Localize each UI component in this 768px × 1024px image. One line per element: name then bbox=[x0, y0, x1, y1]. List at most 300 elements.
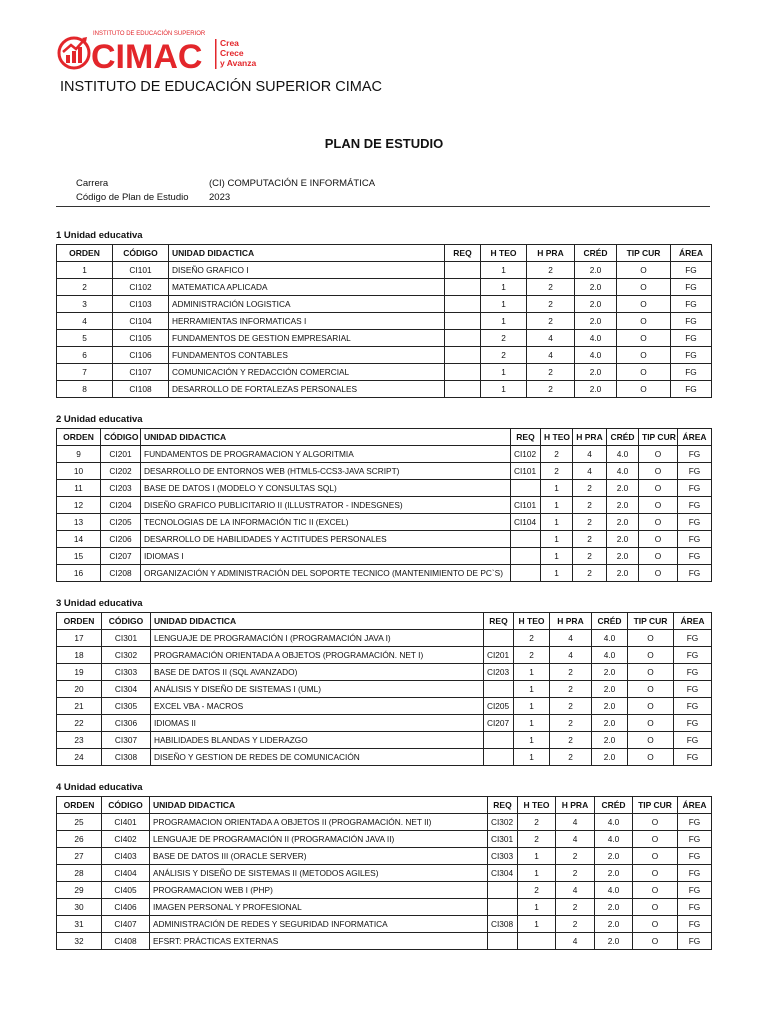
unidad-cell: COMUNICACIÓN Y REDACCIÓN COMERCIAL bbox=[169, 364, 445, 381]
area-cell: FG bbox=[678, 480, 712, 497]
hteo-cell: 1 bbox=[518, 899, 556, 916]
column-header: CRÉD bbox=[575, 245, 617, 262]
column-header: UNIDAD DIDACTICA bbox=[169, 245, 445, 262]
hteo-cell: 1 bbox=[541, 531, 573, 548]
hpra-cell: 2 bbox=[527, 381, 575, 398]
area-cell: FG bbox=[678, 865, 712, 882]
section-title: 1 Unidad educativa bbox=[56, 230, 143, 241]
column-header: TIP CUR bbox=[633, 797, 678, 814]
hteo-cell: 2 bbox=[518, 882, 556, 899]
codigo-cell: CI405 bbox=[102, 882, 150, 899]
orden-cell: 13 bbox=[57, 514, 101, 531]
area-cell: FG bbox=[678, 933, 712, 950]
course-table bbox=[56, 428, 712, 582]
orden-cell: 31 bbox=[57, 916, 102, 933]
tipcur-cell: O bbox=[617, 262, 671, 279]
cred-cell: 4.0 bbox=[575, 347, 617, 364]
area-cell: FG bbox=[678, 463, 712, 480]
codigo-cell: CI104 bbox=[113, 313, 169, 330]
tipcur-cell: O bbox=[633, 831, 678, 848]
hpra-cell: 2 bbox=[527, 364, 575, 381]
column-header: CRÉD bbox=[592, 613, 628, 630]
hpra-cell: 4 bbox=[573, 446, 607, 463]
unidad-cell: ANÁLISIS Y DISEÑO DE SISTEMAS II (METODOS AGILES) bbox=[150, 865, 488, 882]
cred-cell: 2.0 bbox=[607, 531, 639, 548]
column-header: ÁREA bbox=[674, 613, 712, 630]
meta-codigo-label: Código de Plan de Estudio bbox=[76, 192, 189, 203]
table-row bbox=[57, 899, 712, 916]
column-header: ORDEN bbox=[57, 613, 102, 630]
req-cell bbox=[445, 262, 481, 279]
area-cell: FG bbox=[674, 630, 712, 647]
orden-cell: 10 bbox=[57, 463, 101, 480]
area-cell: FG bbox=[678, 531, 712, 548]
table-row bbox=[57, 698, 712, 715]
area-cell: FG bbox=[671, 296, 712, 313]
codigo-cell: CI302 bbox=[102, 647, 151, 664]
unidad-cell: FUNDAMENTOS CONTABLES bbox=[169, 347, 445, 364]
unidad-cell: DESARROLLO DE ENTORNOS WEB (HTML5-CCS3-JAVA SCRIPT) bbox=[141, 463, 511, 480]
codigo-cell: CI406 bbox=[102, 899, 150, 916]
codigo-cell: CI303 bbox=[102, 664, 151, 681]
cred-cell: 2.0 bbox=[592, 681, 628, 698]
tipcur-cell: O bbox=[633, 848, 678, 865]
hpra-cell: 2 bbox=[573, 531, 607, 548]
table-header-row bbox=[57, 797, 712, 814]
orden-cell: 16 bbox=[57, 565, 101, 582]
cred-cell: 4.0 bbox=[575, 330, 617, 347]
column-header: ORDEN bbox=[57, 429, 101, 446]
column-header: CRÉD bbox=[595, 797, 633, 814]
orden-cell: 19 bbox=[57, 664, 102, 681]
cred-cell: 2.0 bbox=[607, 497, 639, 514]
column-header: CÓDIGO bbox=[101, 429, 141, 446]
orden-cell: 2 bbox=[57, 279, 113, 296]
table-row bbox=[57, 831, 712, 848]
req-cell: CI101 bbox=[511, 463, 541, 480]
req-cell bbox=[445, 296, 481, 313]
hpra-cell: 4 bbox=[556, 814, 595, 831]
tipcur-cell: O bbox=[633, 916, 678, 933]
req-cell: CI302 bbox=[488, 814, 518, 831]
codigo-cell: CI107 bbox=[113, 364, 169, 381]
unidad-cell: IDIOMAS I bbox=[141, 548, 511, 565]
table-row bbox=[57, 446, 712, 463]
table-row bbox=[57, 865, 712, 882]
orden-cell: 11 bbox=[57, 480, 101, 497]
unidad-cell: BASE DE DATOS I (MODELO Y CONSULTAS SQL) bbox=[141, 480, 511, 497]
course-table bbox=[56, 796, 712, 950]
table-row bbox=[57, 364, 712, 381]
page-title: PLAN DE ESTUDIO bbox=[324, 136, 444, 151]
area-cell: FG bbox=[678, 882, 712, 899]
req-cell: CI203 bbox=[484, 664, 514, 681]
codigo-cell: CI408 bbox=[102, 933, 150, 950]
orden-cell: 15 bbox=[57, 548, 101, 565]
cred-cell: 2.0 bbox=[595, 916, 633, 933]
cred-cell: 4.0 bbox=[607, 446, 639, 463]
unidad-cell: LENGUAJE DE PROGRAMACIÓN II (PROGRAMACIÓN JAVA II) bbox=[150, 831, 488, 848]
area-cell: FG bbox=[671, 364, 712, 381]
orden-cell: 24 bbox=[57, 749, 102, 766]
unidad-cell: ADMINISTRACIÓN DE REDES Y SEGURIDAD INFORMATICA bbox=[150, 916, 488, 933]
column-header: H TEO bbox=[514, 613, 550, 630]
unidad-cell: DESARROLLO DE HABILIDADES Y ACTITUDES PERSONALES bbox=[141, 531, 511, 548]
codigo-cell: CI306 bbox=[102, 715, 151, 732]
hpra-cell: 2 bbox=[550, 749, 592, 766]
hpra-cell: 4 bbox=[573, 463, 607, 480]
orden-cell: 30 bbox=[57, 899, 102, 916]
column-header: H TEO bbox=[518, 797, 556, 814]
table-row bbox=[57, 882, 712, 899]
column-header: TIP CUR bbox=[639, 429, 678, 446]
hteo-cell: 1 bbox=[514, 681, 550, 698]
req-cell: CI308 bbox=[488, 916, 518, 933]
cred-cell: 2.0 bbox=[607, 565, 639, 582]
req-cell: CI101 bbox=[511, 497, 541, 514]
area-cell: FG bbox=[671, 347, 712, 364]
table-row bbox=[57, 480, 712, 497]
codigo-cell: CI105 bbox=[113, 330, 169, 347]
unidad-cell: FUNDAMENTOS DE PROGRAMACION Y ALGORITMIA bbox=[141, 446, 511, 463]
req-cell bbox=[445, 279, 481, 296]
area-cell: FG bbox=[671, 381, 712, 398]
cred-cell: 2.0 bbox=[575, 262, 617, 279]
table-row bbox=[57, 531, 712, 548]
req-cell bbox=[445, 330, 481, 347]
tipcur-cell: O bbox=[617, 347, 671, 364]
hpra-cell: 2 bbox=[573, 565, 607, 582]
hteo-cell: 1 bbox=[514, 732, 550, 749]
column-header: ÁREA bbox=[678, 797, 712, 814]
institution-name: INSTITUTO DE EDUCACIÓN SUPERIOR CIMAC bbox=[60, 79, 382, 95]
column-header: REQ bbox=[511, 429, 541, 446]
orden-cell: 17 bbox=[57, 630, 102, 647]
req-cell bbox=[484, 630, 514, 647]
orden-cell: 32 bbox=[57, 933, 102, 950]
hteo-cell: 1 bbox=[481, 364, 527, 381]
req-cell: CI301 bbox=[488, 831, 518, 848]
orden-cell: 25 bbox=[57, 814, 102, 831]
req-cell bbox=[488, 882, 518, 899]
area-cell: FG bbox=[671, 279, 712, 296]
req-cell: CI201 bbox=[484, 647, 514, 664]
hteo-cell: 2 bbox=[514, 647, 550, 664]
unidad-cell: BASE DE DATOS III (ORACLE SERVER) bbox=[150, 848, 488, 865]
orden-cell: 8 bbox=[57, 381, 113, 398]
logo-brand-text: CIMAC bbox=[91, 38, 203, 74]
hpra-cell: 2 bbox=[556, 916, 595, 933]
table-row bbox=[57, 279, 712, 296]
section-title: 2 Unidad educativa bbox=[56, 414, 143, 425]
hpra-cell: 4 bbox=[527, 330, 575, 347]
hteo-cell: 1 bbox=[514, 749, 550, 766]
orden-cell: 18 bbox=[57, 647, 102, 664]
cred-cell: 2.0 bbox=[592, 732, 628, 749]
cred-cell: 2.0 bbox=[575, 364, 617, 381]
req-cell: CI303 bbox=[488, 848, 518, 865]
logo-slogan-3: y Avanza bbox=[220, 58, 257, 68]
orden-cell: 7 bbox=[57, 364, 113, 381]
unidad-cell: DISEÑO GRAFICO PUBLICITARIO II (ILLUSTRATOR - INDESGNES) bbox=[141, 497, 511, 514]
unidad-cell: BASE DE DATOS II (SQL AVANZADO) bbox=[151, 664, 484, 681]
cred-cell: 2.0 bbox=[592, 664, 628, 681]
hpra-cell: 2 bbox=[527, 279, 575, 296]
plan-meta bbox=[76, 177, 375, 205]
cred-cell: 2.0 bbox=[595, 848, 633, 865]
table-row bbox=[57, 630, 712, 647]
cred-cell: 2.0 bbox=[595, 899, 633, 916]
table-row bbox=[57, 732, 712, 749]
table-row bbox=[57, 749, 712, 766]
table-row bbox=[57, 647, 712, 664]
orden-cell: 26 bbox=[57, 831, 102, 848]
codigo-cell: CI103 bbox=[113, 296, 169, 313]
codigo-cell: CI208 bbox=[101, 565, 141, 582]
cred-cell: 4.0 bbox=[595, 831, 633, 848]
column-header: REQ bbox=[484, 613, 514, 630]
hteo-cell: 1 bbox=[518, 916, 556, 933]
cred-cell: 2.0 bbox=[607, 548, 639, 565]
column-header: H PRA bbox=[556, 797, 595, 814]
tipcur-cell: O bbox=[628, 647, 674, 664]
hpra-cell: 2 bbox=[556, 865, 595, 882]
unidad-cell: DISEÑO GRAFICO I bbox=[169, 262, 445, 279]
hteo-cell: 2 bbox=[518, 831, 556, 848]
tipcur-cell: O bbox=[639, 463, 678, 480]
meta-codigo-value: 2023 bbox=[209, 192, 231, 203]
column-header: UNIDAD DIDACTICA bbox=[151, 613, 484, 630]
area-cell: FG bbox=[678, 565, 712, 582]
hpra-cell: 2 bbox=[550, 681, 592, 698]
tipcur-cell: O bbox=[628, 732, 674, 749]
cred-cell: 2.0 bbox=[607, 514, 639, 531]
tipcur-cell: O bbox=[617, 313, 671, 330]
codigo-cell: CI403 bbox=[102, 848, 150, 865]
codigo-cell: CI108 bbox=[113, 381, 169, 398]
req-cell bbox=[511, 548, 541, 565]
logo-top-text: INSTITUTO DE EDUCACIÓN SUPERIOR bbox=[93, 31, 206, 37]
hteo-cell: 1 bbox=[481, 262, 527, 279]
area-cell: FG bbox=[678, 814, 712, 831]
req-cell bbox=[484, 749, 514, 766]
orden-cell: 14 bbox=[57, 531, 101, 548]
course-table bbox=[56, 612, 712, 766]
hteo-cell: 1 bbox=[481, 279, 527, 296]
column-header: H TEO bbox=[541, 429, 573, 446]
hteo-cell: 1 bbox=[541, 480, 573, 497]
column-header: CÓDIGO bbox=[102, 797, 150, 814]
req-cell: CI102 bbox=[511, 446, 541, 463]
section-3 bbox=[56, 597, 712, 766]
logo-slogan-1: Crea bbox=[220, 38, 239, 48]
section-title: 4 Unidad educativa bbox=[56, 782, 143, 793]
codigo-cell: CI202 bbox=[101, 463, 141, 480]
cred-cell: 2.0 bbox=[607, 480, 639, 497]
hteo-cell: 1 bbox=[514, 698, 550, 715]
unidad-cell: ADMINISTRACIÓN LOGISTICA bbox=[169, 296, 445, 313]
tipcur-cell: O bbox=[617, 364, 671, 381]
unidad-cell: EXCEL VBA - MACROS bbox=[151, 698, 484, 715]
cred-cell: 2.0 bbox=[575, 381, 617, 398]
tipcur-cell: O bbox=[628, 681, 674, 698]
codigo-cell: CI401 bbox=[102, 814, 150, 831]
unidad-cell: DESARROLLO DE FORTALEZAS PERSONALES bbox=[169, 381, 445, 398]
column-header: REQ bbox=[488, 797, 518, 814]
req-cell: CI304 bbox=[488, 865, 518, 882]
tipcur-cell: O bbox=[617, 381, 671, 398]
tipcur-cell: O bbox=[628, 630, 674, 647]
unidad-cell: PROGRAMACIÓN ORIENTADA A OBJETOS (PROGRAMACIÓN. NET I) bbox=[151, 647, 484, 664]
cred-cell: 4.0 bbox=[595, 882, 633, 899]
codigo-cell: CI102 bbox=[113, 279, 169, 296]
hteo-cell: 1 bbox=[518, 865, 556, 882]
req-cell: CI205 bbox=[484, 698, 514, 715]
meta-codigo bbox=[76, 191, 375, 205]
req-cell bbox=[511, 531, 541, 548]
tipcur-cell: O bbox=[633, 814, 678, 831]
column-header: CÓDIGO bbox=[102, 613, 151, 630]
hpra-cell: 4 bbox=[556, 882, 595, 899]
tipcur-cell: O bbox=[633, 882, 678, 899]
hpra-cell: 4 bbox=[556, 933, 595, 950]
orden-cell: 5 bbox=[57, 330, 113, 347]
tipcur-cell: O bbox=[639, 497, 678, 514]
table-row bbox=[57, 381, 712, 398]
table-row bbox=[57, 715, 712, 732]
table-row bbox=[57, 814, 712, 831]
table-row bbox=[57, 262, 712, 279]
hpra-cell: 2 bbox=[573, 548, 607, 565]
codigo-cell: CI106 bbox=[113, 347, 169, 364]
unidad-cell: HERRAMIENTAS INFORMATICAS I bbox=[169, 313, 445, 330]
table-row bbox=[57, 313, 712, 330]
area-cell: FG bbox=[674, 664, 712, 681]
unidad-cell: FUNDAMENTOS DE GESTION EMPRESARIAL bbox=[169, 330, 445, 347]
cimac-logo bbox=[57, 28, 277, 74]
table-header-row bbox=[57, 613, 712, 630]
req-cell bbox=[445, 347, 481, 364]
unidad-cell: EFSRT: PRÁCTICAS EXTERNAS bbox=[150, 933, 488, 950]
tipcur-cell: O bbox=[617, 330, 671, 347]
codigo-cell: CI301 bbox=[102, 630, 151, 647]
hteo-cell: 1 bbox=[541, 548, 573, 565]
hpra-cell: 4 bbox=[550, 630, 592, 647]
req-cell: CI207 bbox=[484, 715, 514, 732]
section-4 bbox=[56, 781, 712, 950]
orden-cell: 27 bbox=[57, 848, 102, 865]
tipcur-cell: O bbox=[639, 446, 678, 463]
orden-cell: 12 bbox=[57, 497, 101, 514]
tipcur-cell: O bbox=[617, 296, 671, 313]
table-row bbox=[57, 565, 712, 582]
cred-cell: 2.0 bbox=[592, 749, 628, 766]
column-header: TIP CUR bbox=[617, 245, 671, 262]
tipcur-cell: O bbox=[628, 749, 674, 766]
unidad-cell: ANÁLISIS Y DISEÑO DE SISTEMAS I (UML) bbox=[151, 681, 484, 698]
table-row bbox=[57, 347, 712, 364]
req-cell bbox=[484, 681, 514, 698]
cred-cell: 2.0 bbox=[575, 313, 617, 330]
area-cell: FG bbox=[674, 715, 712, 732]
hteo-cell: 1 bbox=[541, 514, 573, 531]
area-cell: FG bbox=[671, 330, 712, 347]
column-header: H TEO bbox=[481, 245, 527, 262]
hpra-cell: 2 bbox=[527, 262, 575, 279]
hpra-cell: 4 bbox=[556, 831, 595, 848]
cred-cell: 4.0 bbox=[607, 463, 639, 480]
codigo-cell: CI308 bbox=[102, 749, 151, 766]
table-header-row bbox=[57, 245, 712, 262]
tipcur-cell: O bbox=[639, 514, 678, 531]
hteo-cell bbox=[518, 933, 556, 950]
area-cell: FG bbox=[674, 749, 712, 766]
hpra-cell: 2 bbox=[556, 899, 595, 916]
area-cell: FG bbox=[671, 313, 712, 330]
hteo-cell: 2 bbox=[541, 463, 573, 480]
req-cell bbox=[445, 381, 481, 398]
section-1 bbox=[56, 229, 712, 398]
cred-cell: 2.0 bbox=[592, 715, 628, 732]
column-header: H PRA bbox=[573, 429, 607, 446]
meta-carrera-value: (CI) COMPUTACIÓN E INFORMÁTICA bbox=[209, 178, 376, 189]
hteo-cell: 2 bbox=[518, 814, 556, 831]
hteo-cell: 2 bbox=[541, 446, 573, 463]
tipcur-cell: O bbox=[633, 865, 678, 882]
cimac-logo-graphic bbox=[57, 28, 277, 74]
tipcur-cell: O bbox=[633, 899, 678, 916]
table-row bbox=[57, 514, 712, 531]
unidad-cell: PROGRAMACION ORIENTADA A OBJETOS II (PROGRAMACIÓN. NET II) bbox=[150, 814, 488, 831]
hteo-cell: 2 bbox=[481, 330, 527, 347]
codigo-cell: CI203 bbox=[101, 480, 141, 497]
table-row bbox=[57, 681, 712, 698]
table-row bbox=[57, 330, 712, 347]
table-row bbox=[57, 664, 712, 681]
unidad-cell: HABILIDADES BLANDAS Y LIDERAZGO bbox=[151, 732, 484, 749]
table-row bbox=[57, 497, 712, 514]
cred-cell: 2.0 bbox=[575, 296, 617, 313]
hteo-cell: 1 bbox=[481, 296, 527, 313]
codigo-cell: CI205 bbox=[101, 514, 141, 531]
column-header: H PRA bbox=[527, 245, 575, 262]
cred-cell: 4.0 bbox=[595, 814, 633, 831]
tipcur-cell: O bbox=[639, 480, 678, 497]
orden-cell: 21 bbox=[57, 698, 102, 715]
hteo-cell: 1 bbox=[518, 848, 556, 865]
area-cell: FG bbox=[674, 647, 712, 664]
hteo-cell: 1 bbox=[481, 313, 527, 330]
cred-cell: 4.0 bbox=[592, 647, 628, 664]
column-header: ÁREA bbox=[671, 245, 712, 262]
unidad-cell: LENGUAJE DE PROGRAMACIÓN I (PROGRAMACIÓN JAVA I) bbox=[151, 630, 484, 647]
orden-cell: 22 bbox=[57, 715, 102, 732]
column-header: TIP CUR bbox=[628, 613, 674, 630]
area-cell: FG bbox=[678, 514, 712, 531]
hpra-cell: 2 bbox=[550, 732, 592, 749]
meta-carrera bbox=[76, 177, 375, 191]
tipcur-cell: O bbox=[639, 548, 678, 565]
cred-cell: 2.0 bbox=[575, 279, 617, 296]
hpra-cell: 2 bbox=[550, 715, 592, 732]
column-header: REQ bbox=[445, 245, 481, 262]
unidad-cell: IDIOMAS II bbox=[151, 715, 484, 732]
column-header: ÁREA bbox=[678, 429, 712, 446]
req-cell bbox=[488, 933, 518, 950]
hpra-cell: 2 bbox=[573, 514, 607, 531]
orden-cell: 1 bbox=[57, 262, 113, 279]
hteo-cell: 1 bbox=[481, 381, 527, 398]
